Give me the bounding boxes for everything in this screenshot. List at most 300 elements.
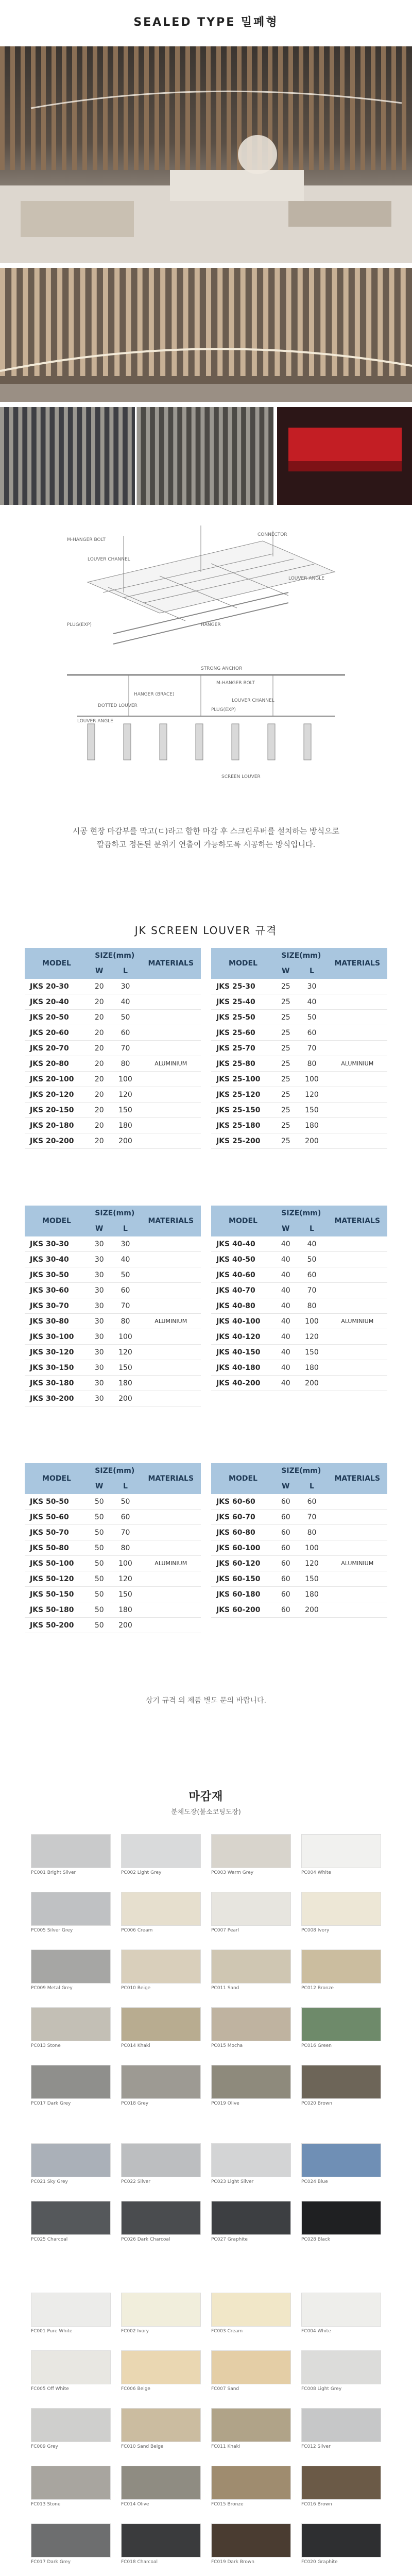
model-cell: JKS 20-100 xyxy=(25,1072,89,1087)
w-cell: 30 xyxy=(89,1376,110,1391)
swatch-color xyxy=(211,2466,291,2500)
louver-slat xyxy=(134,46,139,170)
w-cell: 25 xyxy=(275,1118,296,1133)
swatch-label: FC002 Ivory xyxy=(121,2329,149,2334)
table-row xyxy=(211,1236,387,1252)
spec-table xyxy=(25,1463,201,1633)
l-cell: 80 xyxy=(110,1314,141,1329)
color-swatch xyxy=(121,2065,201,2108)
color-swatch xyxy=(121,2466,201,2509)
material-cell xyxy=(141,1587,201,1602)
w-cell: 20 xyxy=(89,1025,110,1041)
l-cell: 180 xyxy=(296,1118,327,1133)
swatch-color xyxy=(211,2408,291,2442)
louver-slat xyxy=(288,46,293,170)
model-cell: JKS 40-150 xyxy=(211,1345,275,1360)
swatch-color xyxy=(121,1950,201,1984)
swatch-label: FC004 White xyxy=(301,2329,331,2334)
swatch-label: FC006 Beige xyxy=(121,2386,150,2392)
col-l: L xyxy=(296,1221,327,1236)
col-size: SIZE(mm) xyxy=(275,1463,327,1479)
col-l: L xyxy=(110,963,141,979)
louver-slat xyxy=(165,46,169,170)
swatch-color xyxy=(211,2065,291,2099)
louver-slat xyxy=(10,46,15,170)
table-row xyxy=(25,1391,201,1406)
col-l: L xyxy=(110,1221,141,1236)
louver-slat xyxy=(246,407,250,505)
color-swatch xyxy=(211,2143,291,2187)
page-title: SEALED TYPE 밀폐형 xyxy=(133,16,279,29)
material-cell xyxy=(141,979,201,994)
swatch-color xyxy=(301,1834,381,1868)
color-swatch xyxy=(121,2201,201,2244)
swatch-label: FC001 Pure White xyxy=(31,2329,73,2334)
w-cell: 40 xyxy=(275,1376,296,1391)
l-cell: 60 xyxy=(296,1025,327,1041)
table-row xyxy=(211,1252,387,1267)
swatch-color xyxy=(31,2201,111,2235)
swatch-label: FC008 Light Grey xyxy=(301,2386,342,2392)
louver-slat xyxy=(360,46,365,170)
w-cell: 25 xyxy=(275,1133,296,1149)
swatch-color xyxy=(121,1834,201,1868)
table-row xyxy=(25,1494,201,1510)
color-swatch xyxy=(31,2466,111,2509)
louver-slat xyxy=(320,268,325,376)
louver-slat xyxy=(264,407,268,505)
w-cell: 40 xyxy=(275,1267,296,1283)
w-cell: 50 xyxy=(89,1525,110,1540)
w-cell: 60 xyxy=(275,1525,296,1540)
diagram-label: M-HANGER BOLT xyxy=(216,681,255,686)
l-cell: 50 xyxy=(110,1494,141,1510)
l-cell: 100 xyxy=(296,1314,327,1329)
spec-table xyxy=(211,948,387,1149)
louver-slat xyxy=(160,268,165,376)
l-cell: 70 xyxy=(110,1041,141,1056)
model-cell: JKS 50-120 xyxy=(25,1571,89,1587)
swatch-color xyxy=(211,1892,291,1926)
swatch-color xyxy=(31,1950,111,1984)
table-row xyxy=(25,1298,201,1314)
model-cell: JKS 50-200 xyxy=(25,1618,89,1633)
model-cell: JKS 50-80 xyxy=(25,1540,89,1556)
model-cell: JKS 40-100 xyxy=(211,1314,275,1329)
w-cell: 30 xyxy=(89,1329,110,1345)
color-swatch xyxy=(121,1892,201,1935)
l-cell: 180 xyxy=(110,1602,141,1618)
louver-slat xyxy=(389,268,394,376)
model-cell: JKS 60-180 xyxy=(211,1587,275,1602)
model-cell: JKS 20-120 xyxy=(25,1087,89,1103)
w-cell: 20 xyxy=(89,1056,110,1072)
w-cell: 20 xyxy=(89,1118,110,1133)
w-cell: 25 xyxy=(275,1072,296,1087)
w-cell: 40 xyxy=(275,1329,296,1345)
material-cell xyxy=(141,1283,201,1298)
model-cell: JKS 30-120 xyxy=(25,1345,89,1360)
col-materials: MATERIALS xyxy=(328,948,387,979)
table-row xyxy=(211,1072,387,1087)
diagram-label: LOUVER CHANNEL xyxy=(232,698,274,703)
w-cell: 60 xyxy=(275,1556,296,1571)
col-w: W xyxy=(89,963,110,979)
l-cell: 200 xyxy=(110,1618,141,1633)
table-row xyxy=(25,979,201,994)
l-cell: 40 xyxy=(296,1236,327,1252)
louver-slat xyxy=(37,407,41,505)
louver-slat xyxy=(228,407,232,505)
swatch-label: FC003 Cream xyxy=(211,2329,243,2334)
model-cell: JKS 60-100 xyxy=(211,1540,275,1556)
color-swatch xyxy=(301,1950,381,1993)
swatch-label: FC010 Sand Beige xyxy=(121,2444,164,2449)
color-swatch xyxy=(31,2523,111,2567)
model-cell: JKS 20-80 xyxy=(25,1056,89,1072)
l-cell: 80 xyxy=(296,1056,327,1072)
w-cell: 20 xyxy=(89,994,110,1010)
model-cell: JKS 20-40 xyxy=(25,994,89,1010)
swatch-grid-c xyxy=(31,2293,381,2576)
model-cell: JKS 30-60 xyxy=(25,1283,89,1298)
swatch-color xyxy=(121,2201,201,2235)
l-cell: 100 xyxy=(296,1072,327,1087)
louver-slat xyxy=(103,268,108,376)
model-cell: JKS 20-70 xyxy=(25,1041,89,1056)
louver-slat xyxy=(332,268,337,376)
model-cell: JKS 30-70 xyxy=(25,1298,89,1314)
model-cell: JKS 30-40 xyxy=(25,1252,89,1267)
diagram-label: DOTTED LOUVER xyxy=(98,703,138,708)
color-swatch xyxy=(121,1950,201,1993)
table-row xyxy=(211,1103,387,1118)
diagram-label: PLUG(EXP) xyxy=(211,707,236,713)
louver-slat xyxy=(46,407,50,505)
model-cell: JKS 60-70 xyxy=(211,1510,275,1525)
louver-slat xyxy=(200,407,204,505)
color-swatch xyxy=(31,2350,111,2394)
model-cell: JKS 25-70 xyxy=(211,1041,275,1056)
color-swatch xyxy=(301,2408,381,2451)
table-row xyxy=(25,1103,201,1118)
table-row xyxy=(25,1376,201,1391)
model-cell: JKS 25-120 xyxy=(211,1087,275,1103)
diagram-label: CONNECTOR xyxy=(258,532,287,537)
color-swatch xyxy=(301,2065,381,2108)
color-swatch xyxy=(31,2201,111,2244)
swatch-label: PC008 Ivory xyxy=(301,1928,330,1933)
swatch-color xyxy=(301,2523,381,2557)
material-cell: ALUMINIUM xyxy=(141,1314,201,1329)
material-cell xyxy=(141,1252,201,1267)
swatch-label: FC018 Charcoal xyxy=(121,2560,158,2565)
w-cell: 60 xyxy=(275,1587,296,1602)
louver-slat xyxy=(146,407,150,505)
w-cell: 25 xyxy=(275,994,296,1010)
louver-slat xyxy=(41,46,46,170)
l-cell: 150 xyxy=(110,1587,141,1602)
louver-slat xyxy=(340,46,345,170)
l-cell: 100 xyxy=(110,1329,141,1345)
table-row xyxy=(211,1587,387,1602)
material-cell xyxy=(141,1329,201,1345)
spec-table xyxy=(25,948,201,1149)
w-cell: 60 xyxy=(275,1571,296,1587)
louver-slat xyxy=(229,268,234,376)
table-row xyxy=(25,1087,201,1103)
louver-slat xyxy=(175,46,180,170)
swatch-color xyxy=(121,2523,201,2557)
louver-slat xyxy=(219,407,223,505)
swatch-label: PC001 Bright Silver xyxy=(31,1870,76,1875)
w-cell: 25 xyxy=(275,979,296,994)
model-cell: JKS 40-120 xyxy=(211,1329,275,1345)
color-swatch xyxy=(31,2065,111,2108)
louver-slat xyxy=(128,407,132,505)
w-cell: 30 xyxy=(89,1267,110,1283)
material-cell xyxy=(141,1133,201,1149)
louver-slat xyxy=(9,407,13,505)
material-cell xyxy=(141,1298,201,1314)
table-row xyxy=(25,1041,201,1056)
swatch-color xyxy=(121,1892,201,1926)
swatch-label: PC017 Dark Grey xyxy=(31,2101,71,2106)
color-swatch xyxy=(211,2523,291,2567)
material-cell xyxy=(141,1267,201,1283)
color-swatch xyxy=(211,1950,291,1993)
swatch-label: FC012 Silver xyxy=(301,2444,331,2449)
model-cell: JKS 40-40 xyxy=(211,1236,275,1252)
swatch-label: PC011 Sand xyxy=(211,1986,239,1991)
louver-slat xyxy=(137,407,141,505)
model-cell: JKS 50-70 xyxy=(25,1525,89,1540)
swatch-color xyxy=(301,2466,381,2500)
intro-line-1: 시공 현장 마감부를 막고(ㄷ)라고 합한 마감 후 스크린루버를 설치하는 방식으로 xyxy=(72,826,340,836)
w-cell: 20 xyxy=(89,1010,110,1025)
louver-slat xyxy=(401,268,406,376)
w-cell: 50 xyxy=(89,1494,110,1510)
material-cell xyxy=(141,1041,201,1056)
swatch-label: FC016 Brown xyxy=(301,2502,332,2507)
table-row xyxy=(25,1510,201,1525)
w-cell: 25 xyxy=(275,1010,296,1025)
table-row xyxy=(25,1556,201,1571)
swatch-color xyxy=(301,2350,381,2384)
louver-slat xyxy=(381,46,386,170)
table-row xyxy=(25,1571,201,1587)
material-cell xyxy=(328,1360,387,1376)
color-swatch xyxy=(121,2350,201,2394)
material-cell xyxy=(328,1376,387,1391)
louver-slat xyxy=(27,407,31,505)
louver-slat xyxy=(0,46,5,170)
table-row xyxy=(25,1056,201,1072)
table-row xyxy=(211,1556,387,1571)
swatch-label: PC019 Olive xyxy=(211,2101,239,2106)
louver-slat xyxy=(52,46,56,170)
color-swatch xyxy=(301,2466,381,2509)
louver-slat xyxy=(21,46,25,170)
l-cell: 80 xyxy=(296,1525,327,1540)
louver-slat xyxy=(309,268,314,376)
louver-slat xyxy=(402,46,406,170)
model-cell: JKS 30-150 xyxy=(25,1360,89,1376)
table-row xyxy=(211,1510,387,1525)
color-swatch xyxy=(31,2007,111,2050)
louver-ceiling-photo xyxy=(0,46,412,263)
l-cell: 40 xyxy=(110,994,141,1010)
l-cell: 70 xyxy=(296,1510,327,1525)
intro-text xyxy=(0,824,412,851)
louver-slat xyxy=(263,268,268,376)
diagram-label: LOUVER ANGLE xyxy=(77,719,113,724)
material-cell xyxy=(141,1510,201,1525)
l-cell: 60 xyxy=(296,1494,327,1510)
model-cell: JKS 25-50 xyxy=(211,1010,275,1025)
swatch-label: FC015 Bronze xyxy=(211,2502,244,2507)
model-cell: JKS 25-100 xyxy=(211,1072,275,1087)
material-cell xyxy=(141,1072,201,1087)
color-swatch xyxy=(301,2523,381,2567)
louver-slat xyxy=(35,268,40,376)
finish-title: 마감재 xyxy=(188,1790,224,1803)
material-cell xyxy=(141,1571,201,1587)
finish-subtitle: 분체도장(불소코팅도장) xyxy=(171,1808,241,1816)
material-cell xyxy=(328,1283,387,1298)
w-cell: 20 xyxy=(89,1041,110,1056)
table-row xyxy=(25,1252,201,1267)
col-model: MODEL xyxy=(211,1206,275,1236)
model-cell: JKS 30-100 xyxy=(25,1329,89,1345)
table-row xyxy=(211,1118,387,1133)
l-cell: 150 xyxy=(296,1571,327,1587)
swatch-label: PC005 Silver Grey xyxy=(31,1928,73,1933)
l-cell: 120 xyxy=(110,1087,141,1103)
w-cell: 40 xyxy=(275,1236,296,1252)
material-cell xyxy=(328,1041,387,1056)
l-cell: 200 xyxy=(110,1133,141,1149)
louver-slat xyxy=(124,46,128,170)
w-cell: 50 xyxy=(89,1510,110,1525)
w-cell: 60 xyxy=(275,1510,296,1525)
swatch-label: PC027 Graphite xyxy=(211,2237,248,2242)
l-cell: 120 xyxy=(296,1329,327,1345)
louver-slat xyxy=(144,46,149,170)
l-cell: 80 xyxy=(110,1056,141,1072)
col-size: SIZE(mm) xyxy=(275,1206,327,1221)
col-w: W xyxy=(275,1479,296,1494)
model-cell: JKS 40-70 xyxy=(211,1283,275,1298)
table-row xyxy=(211,1525,387,1540)
swatch-color xyxy=(31,2466,111,2500)
table-row xyxy=(211,1087,387,1103)
l-cell: 150 xyxy=(110,1360,141,1376)
l-cell: 30 xyxy=(110,1236,141,1252)
col-model: MODEL xyxy=(25,1206,89,1236)
model-cell: JKS 20-200 xyxy=(25,1133,89,1149)
material-cell xyxy=(328,1025,387,1041)
louver-slat xyxy=(371,46,375,170)
louver-slat xyxy=(23,268,28,376)
w-cell: 20 xyxy=(89,1087,110,1103)
col-materials: MATERIALS xyxy=(141,1206,201,1236)
w-cell: 50 xyxy=(89,1618,110,1633)
color-swatch xyxy=(121,2293,201,2336)
model-cell: JKS 20-60 xyxy=(25,1025,89,1041)
table-row xyxy=(211,1376,387,1391)
model-cell: JKS 60-120 xyxy=(211,1556,275,1571)
table-row xyxy=(25,1283,201,1298)
louver-slat xyxy=(299,46,303,170)
material-cell: ALUMINIUM xyxy=(328,1314,387,1329)
model-cell: JKS 30-200 xyxy=(25,1391,89,1406)
model-cell: JKS 60-150 xyxy=(211,1571,275,1587)
swatch-label: FC007 Sand xyxy=(211,2386,239,2392)
louver-ceiling-photo-2 xyxy=(0,268,412,402)
swatch-color xyxy=(31,2408,111,2442)
w-cell: 20 xyxy=(89,1072,110,1087)
l-cell: 50 xyxy=(110,1267,141,1283)
l-cell: 180 xyxy=(110,1376,141,1391)
material-cell xyxy=(328,1236,387,1252)
swatch-color xyxy=(301,2201,381,2235)
louver-slat xyxy=(55,407,59,505)
table-row xyxy=(25,1525,201,1540)
table-row xyxy=(25,1602,201,1618)
table-row xyxy=(211,1314,387,1329)
color-swatch xyxy=(121,2408,201,2451)
col-model: MODEL xyxy=(25,948,89,979)
swatch-label: FC017 Dark Grey xyxy=(31,2560,71,2565)
swatch-color xyxy=(211,1950,291,1984)
louver-slat xyxy=(255,407,260,505)
louver-slat xyxy=(46,268,51,376)
louver-slat xyxy=(103,46,108,170)
material-cell xyxy=(141,1618,201,1633)
swatch-label: PC004 White xyxy=(301,1870,331,1875)
model-cell: JKS 30-180 xyxy=(25,1376,89,1391)
color-swatch xyxy=(301,2007,381,2050)
diagram-label: HANGER (BRACE) xyxy=(134,692,175,697)
material-cell xyxy=(141,1087,201,1103)
swatch-color xyxy=(121,2143,201,2177)
color-swatch xyxy=(211,1834,291,1877)
swatch-label: PC025 Charcoal xyxy=(31,2237,68,2242)
material-cell xyxy=(328,1087,387,1103)
w-cell: 40 xyxy=(275,1252,296,1267)
col-size: SIZE(mm) xyxy=(275,948,327,963)
table-row xyxy=(211,1133,387,1149)
l-cell: 50 xyxy=(110,1010,141,1025)
material-cell xyxy=(328,1118,387,1133)
spec-tables xyxy=(25,948,387,1710)
material-cell xyxy=(141,1360,201,1376)
swatch-color xyxy=(211,2143,291,2177)
swatch-color xyxy=(211,2523,291,2557)
table-row xyxy=(211,1025,387,1041)
diagram-label: PLUG(EXP) xyxy=(67,622,92,628)
model-cell: JKS 40-60 xyxy=(211,1267,275,1283)
louver-slat xyxy=(155,407,159,505)
color-swatch xyxy=(301,1892,381,1935)
swatch-label: PC003 Warm Grey xyxy=(211,1870,254,1875)
louver-slat xyxy=(227,46,231,170)
table-row xyxy=(211,1056,387,1072)
louver-slat xyxy=(64,407,68,505)
material-cell xyxy=(328,1510,387,1525)
w-cell: 30 xyxy=(89,1391,110,1406)
